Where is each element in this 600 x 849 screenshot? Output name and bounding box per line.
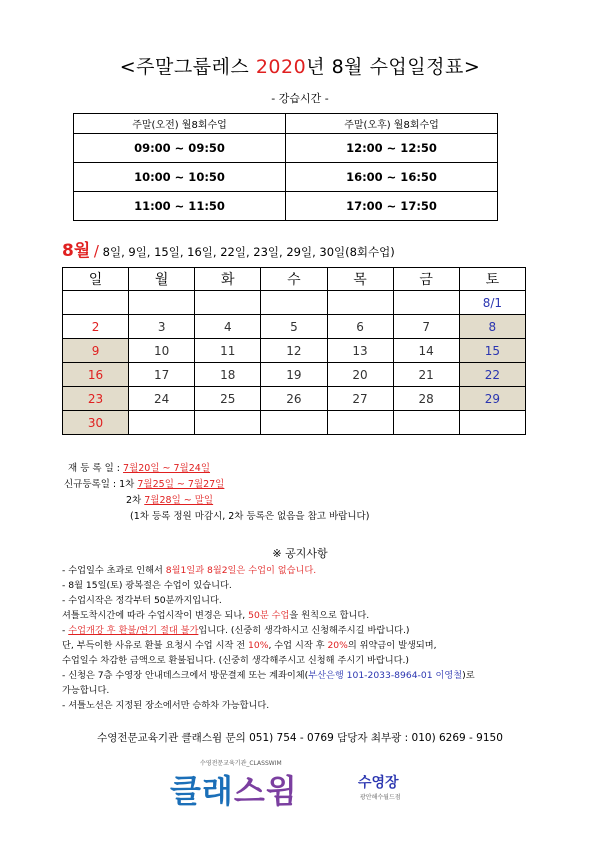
calendar-day	[195, 291, 261, 315]
calendar-day	[63, 291, 129, 315]
logo-branch: 광안해수월드점	[360, 794, 401, 801]
notice-text: - 수업일수 초과로 인해서	[62, 565, 166, 576]
calendar-day-class: 8	[459, 315, 525, 339]
calendar-day: 27	[327, 387, 393, 411]
calendar-day: 21	[393, 363, 459, 387]
notice-text: 을 원칙으로 합니다.	[289, 610, 370, 621]
calendar-day: 2	[63, 315, 129, 339]
calendar-day: 12	[261, 339, 327, 363]
calendar-day	[393, 411, 459, 435]
logo-side-title: 수영장	[358, 775, 399, 791]
second-registration-line	[126, 492, 213, 506]
calendar-day: 13	[327, 339, 393, 363]
new-registration-dates-1: 7월25일 ~ 7월27일	[137, 479, 225, 490]
calendar-day: 4	[195, 315, 261, 339]
notice-line	[62, 607, 369, 621]
notice-line: 수업일수 차감한 금액으로 환불됩니다. (신중히 생각해주시고 신청해 주시기 바랍니다.)	[62, 655, 410, 666]
notice-title: ※ 공지사항	[272, 547, 328, 560]
calendar-day: 14	[393, 339, 459, 363]
calendar-day: 20	[327, 363, 393, 387]
weekday-tue: 화	[195, 268, 261, 291]
logo-wordmark	[170, 766, 298, 812]
calendar-day	[393, 291, 459, 315]
weekday-thu: 목	[327, 268, 393, 291]
re-registration-line	[68, 460, 210, 474]
registration-note: (1차 등록 정원 마감시, 2차 등록은 없음을 참고 바랍니다)	[130, 511, 370, 522]
calendar-day: 7	[393, 315, 459, 339]
notice-line	[62, 667, 475, 681]
month-slash: /	[93, 242, 99, 260]
new-registration-dates-2: 7월28일 ~ 말일	[144, 495, 214, 506]
weekday-mon: 월	[129, 268, 195, 291]
classwim-logo	[170, 758, 440, 818]
notice-highlight: 8월1일과 8월2일은 수업이 없습니다.	[165, 565, 317, 576]
afternoon-header: 주말(오후) 월8회수업	[286, 114, 498, 134]
title-pre: <주말그룹레스	[119, 56, 256, 78]
month-summary	[62, 236, 395, 261]
calendar-day: 6	[327, 315, 393, 339]
calendar-day: 19	[261, 363, 327, 387]
logo-word-b: 스윔	[233, 772, 298, 810]
page-title	[0, 52, 600, 79]
calendar-day: 18	[195, 363, 261, 387]
notice-line	[62, 637, 437, 651]
new-registration-label: 신규등록일 : 1차	[64, 479, 135, 490]
notice-text: , 수업 시작 후	[268, 640, 328, 651]
calendar-day-class: 29	[459, 387, 525, 411]
calendar-day: 25	[195, 387, 261, 411]
notice-highlight: 50분 수업	[248, 610, 290, 621]
month-label: 8월	[62, 241, 91, 261]
calendar-day: 3	[129, 315, 195, 339]
notice-text: 단, 부득이한 사유로 환불 요청시 수업 시작 전	[62, 640, 249, 651]
notice-text: 입니다. (신중히 생각하시고 신청해주시길 바랍니다.)	[198, 625, 410, 636]
calendar	[62, 267, 526, 435]
notice-line: - 셔틀노선은 지정된 장소에서만 승하차 가능합니다.	[62, 700, 270, 711]
weekday-sat: 토	[459, 268, 525, 291]
month-dates: 8일, 9일, 15일, 16일, 22일, 23일, 29일, 30일(8회수업)	[98, 245, 395, 259]
calendar-day	[129, 291, 195, 315]
notice-highlight: 10%	[248, 640, 269, 651]
calendar-day-class: 15	[459, 339, 525, 363]
notice-line	[62, 622, 409, 636]
calendar-day	[327, 291, 393, 315]
calendar-day-class: 30	[63, 411, 129, 435]
title-year: 2020	[255, 56, 307, 78]
logo-tagline: 수영전문교육기관_CLASSWIM	[200, 760, 282, 767]
notice-text: -	[62, 625, 69, 636]
new-registration-line	[64, 476, 224, 490]
time-cell: 09:00 ~ 09:50	[74, 134, 286, 163]
calendar-day	[261, 291, 327, 315]
bank-account: 부산은행 101-2033-8964-01 이영철	[308, 670, 463, 681]
second-registration-label: 2차	[126, 495, 142, 506]
weekday-sun: 일	[63, 268, 129, 291]
notice-line: 가능합니다.	[62, 685, 110, 696]
time-cell: 12:00 ~ 12:50	[286, 134, 498, 163]
notice-line: - 수업시작은 정각부터 50분까지입니다.	[62, 595, 222, 606]
notice-highlight: 20%	[327, 640, 348, 651]
calendar-day: 26	[261, 387, 327, 411]
time-cell: 16:00 ~ 16:50	[286, 163, 498, 192]
notice-text: )로	[462, 670, 475, 681]
calendar-day-class: 23	[63, 387, 129, 411]
time-cell: 10:00 ~ 10:50	[74, 163, 286, 192]
subtitle: - 강습시간 -	[271, 92, 329, 105]
calendar-day: 24	[129, 387, 195, 411]
calendar-day	[129, 411, 195, 435]
calendar-day	[195, 411, 261, 435]
time-cell: 11:00 ~ 11:50	[74, 192, 286, 221]
time-cell: 17:00 ~ 17:50	[286, 192, 498, 221]
notice-highlight: 수업개강 후 환불/연기 절대 불가	[68, 625, 199, 636]
logo-word-a: 클래	[170, 772, 234, 810]
title-post: 년 8월 수업일정표>	[306, 56, 481, 78]
calendar-day: 8/1	[459, 291, 525, 315]
notice-text: 셔틀도착시간에 따라 수업시작이 변경은 되나,	[62, 610, 249, 621]
re-registration-dates: 7월20일 ~ 7월24일	[123, 463, 211, 474]
calendar-day-class: 16	[63, 363, 129, 387]
calendar-day	[327, 411, 393, 435]
calendar-day	[459, 411, 525, 435]
calendar-day: 10	[129, 339, 195, 363]
calendar-day: 5	[261, 315, 327, 339]
calendar-day: 11	[195, 339, 261, 363]
contact-info: 수영전문교육기관 클래스윔 문의 051) 754 - 0769 담당자 최부광 : 010) 6269 - 9150	[97, 732, 503, 744]
calendar-day: 28	[393, 387, 459, 411]
notice-line: - 8월 15일(토) 광복절은 수업이 있습니다.	[62, 580, 232, 591]
morning-header: 주말(오전) 월8회수업	[74, 114, 286, 134]
calendar-day	[261, 411, 327, 435]
notice-line	[62, 562, 316, 576]
notice-text: - 신청은 7층 수영장 안내데스크에서 방문결제 또는 계좌이체(	[62, 670, 309, 681]
weekday-fri: 금	[393, 268, 459, 291]
class-time-table	[73, 113, 498, 221]
re-registration-label: 재 등 록 일 :	[68, 463, 120, 474]
weekday-wed: 수	[261, 268, 327, 291]
calendar-day: 17	[129, 363, 195, 387]
notice-text: 의 위약금이 발생되며,	[347, 640, 437, 651]
calendar-day-class: 9	[63, 339, 129, 363]
calendar-day-class: 22	[459, 363, 525, 387]
